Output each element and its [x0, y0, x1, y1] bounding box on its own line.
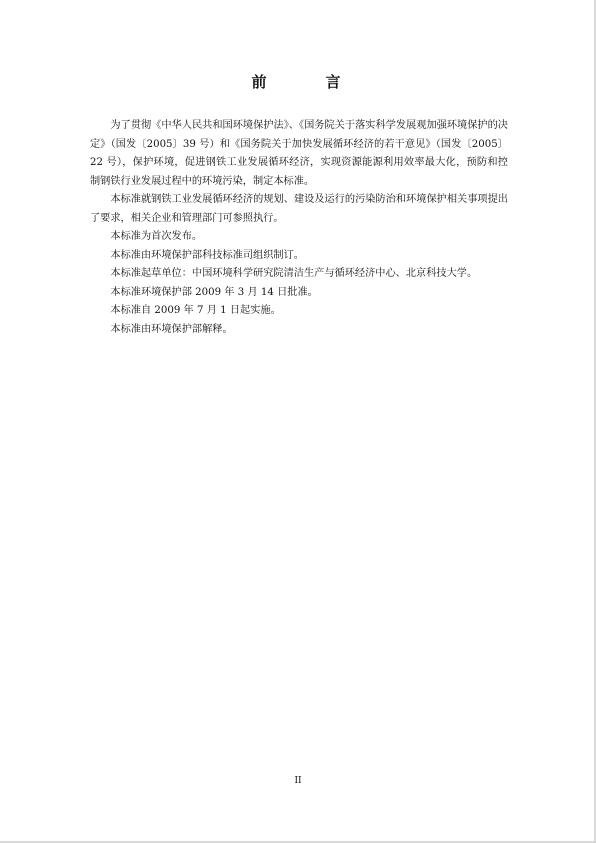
paragraph-purpose: 为了贯彻《中华人民共和国环境保护法》、《国务院关于落实科学发展观加强环境保护的决定》（国发〔2005〕39 号）和《国务院关于加快发展循环经济的若干意见》（国发〔2005〕22 号），保护环境，促进钢铁工业发展循环经济，实现资源能源利用效率最大化，预防和控制钢铁行业发展过程中的环境污染，制定本标准。	[90, 120, 508, 187]
paragraph-first-release: 本标准为首次发布。	[110, 231, 203, 242]
paragraph-scope: 本标准就钢铁工业发展循环经济的规划、建设及运行的污染防治和环境保护相关事项提出了要求，相关企业和管理部门可参照执行。	[90, 194, 508, 224]
paragraph-interpretation: 本标准由环境保护部解释。	[110, 323, 233, 335]
page-number: II	[294, 776, 302, 786]
foreword-body	[90, 117, 508, 339]
paragraph-drafting-units: 本标准起草单位：中国环境科学研究院清洁生产与循环经济中心、北京科技大学。	[110, 268, 478, 279]
page-title: 前 言	[251, 73, 363, 91]
paragraph-approval-date: 本标准环境保护部 2009 年 3 月 14 日批准。	[110, 286, 318, 298]
paragraph-organizer: 本标准由环境保护部科技标准司组织制订。	[110, 249, 304, 261]
paragraph-effective-date: 本标准自 2009 年 7 月 1 日起实施。	[110, 305, 281, 316]
